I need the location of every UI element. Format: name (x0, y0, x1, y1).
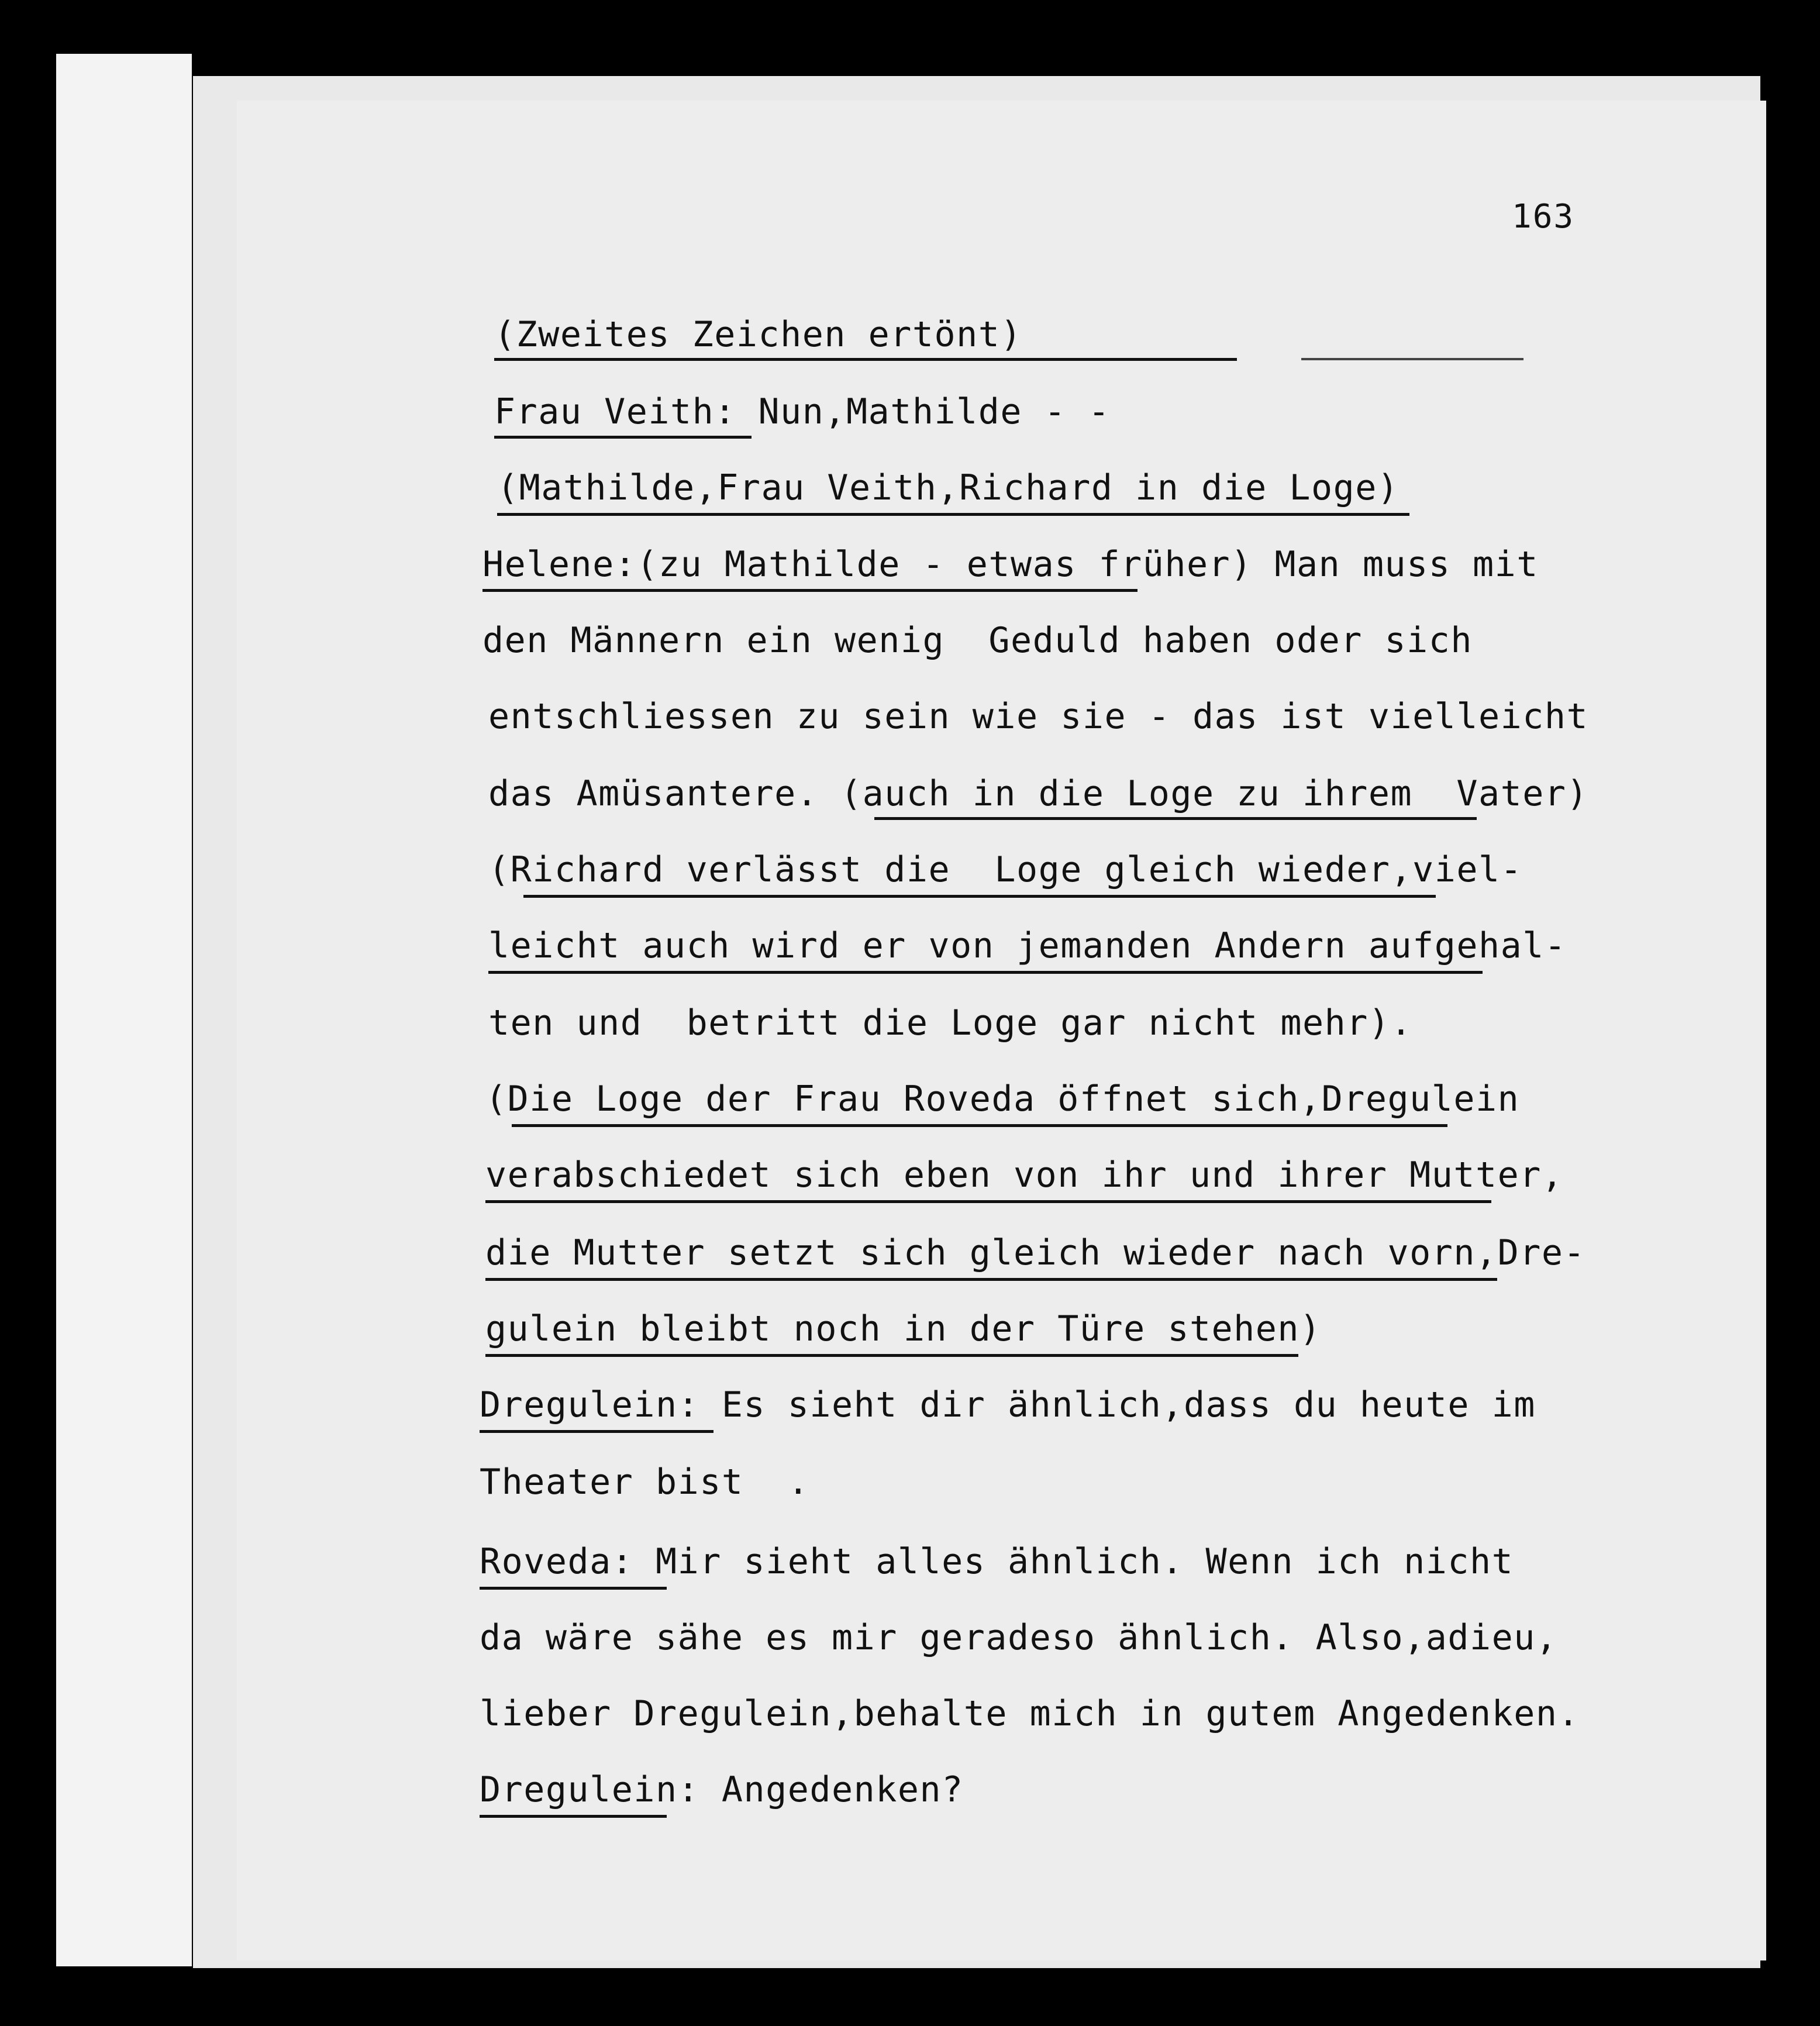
stage-direction-line: (Zweites Zeichen ertönt) (494, 314, 1022, 355)
stage-direction-line: (Mathilde,Frau Veith,Richard in die Loge) (497, 467, 1400, 508)
stage-direction-line: ten und betritt die Loge gar nicht mehr). (488, 1002, 1413, 1043)
dialogue-line: Helene:(zu Mathilde - etwas früher) Man muss mit (482, 544, 1539, 585)
handwritten-underline (512, 1124, 1447, 1127)
handwritten-underline (693, 589, 1138, 592)
stage-direction-line: (Richard verlässt die Loge gleich wieder,viel- (488, 849, 1523, 890)
dialogue-line: Frau Veith: Nun,Mathilde - - (494, 391, 1111, 432)
dialogue-line: Dregulein: Es sieht dir ähnlich,dass du heute im (480, 1384, 1536, 1425)
handwritten-underline (523, 895, 1436, 898)
handwritten-underline (485, 1278, 1497, 1281)
handwritten-underline (494, 358, 1237, 361)
handwritten-underline (497, 513, 1409, 516)
stage-direction-line: leicht auch wird er von jemanden Andern aufgehal- (488, 925, 1567, 966)
handwritten-underline (488, 971, 1483, 974)
handwritten-underline (494, 436, 752, 439)
stage-direction-line: die Mutter setzt sich gleich wieder nach vorn,Dre- (485, 1232, 1586, 1273)
dialogue-line: Roveda: Mir sieht alles ähnlich. Wenn ich nicht (480, 1541, 1514, 1582)
faint-line (1301, 358, 1523, 360)
dialogue-line: den Männern ein wenig Geduld haben oder sich (482, 620, 1473, 661)
handwritten-underline (485, 1354, 1298, 1357)
handwritten-underline (482, 589, 693, 592)
dialogue-line: da wäre sähe es mir geradeso ähnlich. Also,adieu, (480, 1617, 1558, 1658)
film-margin-strip (56, 54, 192, 1966)
handwritten-underline (480, 1587, 667, 1590)
dialogue-line: Theater bist . (480, 1462, 810, 1503)
handwritten-underline (485, 1200, 1491, 1203)
dialogue-line: lieber Dregulein,behalte mich in gutem Angedenken. (480, 1693, 1580, 1734)
dialogue-line: Dregulein: Angedenken? (480, 1769, 964, 1810)
stage-direction-line: (Die Loge der Frau Roveda öffnet sich,Dregulein (485, 1079, 1520, 1119)
handwritten-underline (480, 1430, 713, 1433)
handwritten-underline (480, 1815, 667, 1818)
handwritten-underline (874, 817, 1477, 820)
typewritten-page (237, 101, 1766, 1960)
stage-direction-line: verabschiedet sich eben von ihr und ihrer Mutter, (485, 1155, 1564, 1195)
stage-direction-line: gulein bleibt noch in der Türe stehen) (485, 1308, 1322, 1349)
dialogue-line: entschliessen zu sein wie sie - das ist vielleicht (488, 696, 1589, 737)
dialogue-line: das Amüsantere. (auch in die Loge zu ihrem Vater) (488, 773, 1589, 814)
page-number: 163 (1512, 198, 1575, 236)
